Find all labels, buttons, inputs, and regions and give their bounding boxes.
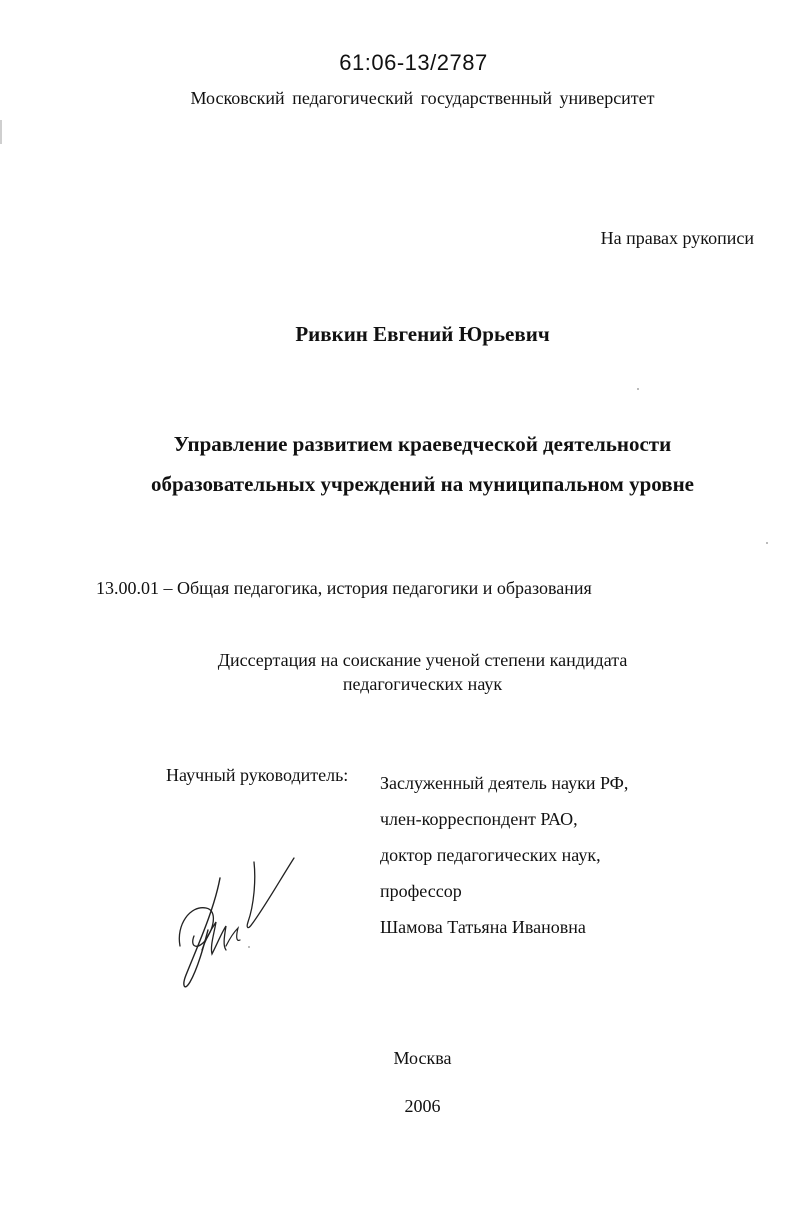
specialty-code: 13.00.01 – Общая педагогика, история педагогики и образования [96,578,592,598]
supervisor-rank: профессор [380,881,462,901]
handwritten-signature [168,850,308,1000]
scan-speck [766,542,768,544]
scan-speck [248,946,250,948]
publication-year: 2006 [404,1096,441,1116]
supervisor-title: Заслуженный деятель науки РФ, [380,773,629,793]
university-name: Московский педагогический государственный университет [190,88,655,108]
supervisor-details [380,765,628,945]
supervisor-name: Шамова Татьяна Ивановна [380,917,586,937]
title-line-2: образовательных учреждений на муниципальном уровне [151,472,694,496]
supervisor-label: Научный руководитель: [166,765,349,785]
author-name: Ривкин Евгений Юрьевич [295,322,550,346]
degree-line-2: педагогических наук [342,674,503,694]
rights-note: На правах рукописи [600,228,754,248]
publication-city: Москва [393,1048,452,1068]
supervisor-degree: доктор педагогических наук, [380,845,601,865]
degree-line-1: Диссертация на соискание ученой степени кандидата [217,650,628,670]
title-line-1: Управление развитием краеведческой деятельности [173,432,672,456]
scan-edge-mark [0,120,2,144]
supervisor-membership: член-корреспондент РАО, [380,809,578,829]
catalog-number: 61:06-13/2787 [339,50,488,75]
dissertation-title [0,424,797,504]
degree-statement [0,648,797,696]
scan-speck [637,388,639,390]
